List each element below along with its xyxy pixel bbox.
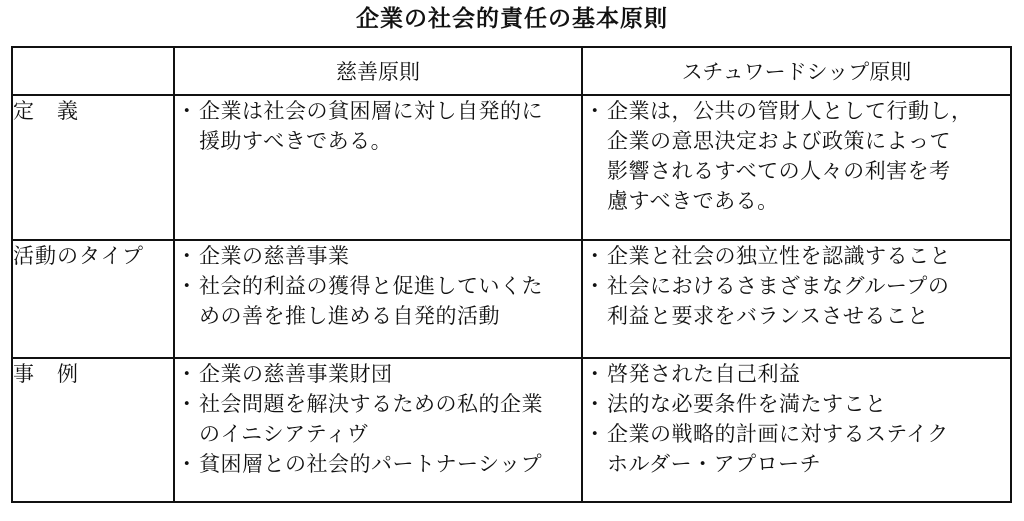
header-stewardship-principle: スチュワードシップ原則 [582, 47, 1011, 95]
list-item [175, 389, 581, 449]
text-line: 企業の慈善事業財団 [199, 362, 393, 386]
text-line: 援助すべきである。 [199, 129, 393, 153]
row-label-activity-type: 活動のタイプ [12, 240, 174, 358]
cell-definition-stewardship [582, 95, 1011, 240]
csr-principles-table [11, 46, 1012, 503]
list-item [583, 389, 1010, 419]
text-line: 企業の慈善事業 [199, 244, 350, 268]
bullet: ・ [584, 392, 606, 416]
list-item [583, 96, 1010, 216]
text-line: 慮すべきである。 [607, 189, 779, 213]
text-line: 利益と要求をバランスさせること [607, 304, 929, 328]
list-item [175, 241, 581, 271]
header-charity-principle: 慈善原則 [174, 47, 582, 95]
cell-examples-stewardship [582, 358, 1011, 502]
text-line: 法的な必要条件を満たすこと [607, 392, 887, 416]
bullet: ・ [584, 99, 606, 123]
bullet: ・ [176, 362, 198, 386]
cell-examples-charity [174, 358, 582, 502]
list-item [175, 359, 581, 389]
header-empty-cell [12, 47, 174, 95]
text-line: のイニシアティヴ [199, 422, 369, 446]
text-line: 企業は社会の貧困層に対し自発的に [199, 99, 543, 123]
bullet: ・ [584, 274, 606, 298]
bullet: ・ [176, 99, 198, 123]
text-line: 貧困層との社会的パートナーシップ [199, 452, 543, 476]
table-row-activity-type [12, 240, 1011, 358]
cell-definition-charity [174, 95, 582, 240]
bullet: ・ [176, 274, 198, 298]
text-line: 企業の意思決定および政策によって [607, 129, 951, 153]
table-row-examples [12, 358, 1011, 502]
text-line: ホルダー・アプローチ [607, 452, 822, 476]
list-item [583, 359, 1010, 389]
bullet: ・ [176, 452, 198, 476]
row-label-examples: 事 例 [12, 358, 174, 502]
text-line: 社会におけるさまざまなグループの [607, 274, 950, 298]
list-item [175, 96, 581, 156]
text-line: 企業と社会の独立性を認識すること [607, 244, 951, 268]
list-item [583, 419, 1010, 479]
list-item [175, 449, 581, 479]
text-line: 啓発された自己利益 [607, 362, 801, 386]
header-row [12, 47, 1011, 95]
text-line: 企業は，公共の管財人として行動し， [607, 99, 973, 123]
text-line: 社会問題を解決するための私的企業 [199, 392, 543, 416]
bullet: ・ [176, 392, 198, 416]
text-line: 影響されるすべての人々の利害を考 [607, 159, 951, 183]
list-item [175, 271, 581, 331]
row-label-definition: 定 義 [12, 95, 174, 240]
cell-activity-type-charity [174, 240, 582, 358]
bullet: ・ [584, 422, 606, 446]
bullet: ・ [584, 244, 606, 268]
list-item [583, 271, 1010, 331]
text-line: 企業の戦略的計画に対するステイク [607, 422, 949, 446]
bullet: ・ [176, 244, 198, 268]
text-line: めの善を推し進める自発的活動 [199, 304, 500, 328]
cell-activity-type-stewardship [582, 240, 1011, 358]
bullet: ・ [584, 362, 606, 386]
table-title: 企業の社会的責任の基本原則 [356, 6, 668, 32]
text-line: 社会的利益の獲得と促進していくた [199, 274, 543, 298]
list-item [583, 241, 1010, 271]
table-row-definition [12, 95, 1011, 240]
